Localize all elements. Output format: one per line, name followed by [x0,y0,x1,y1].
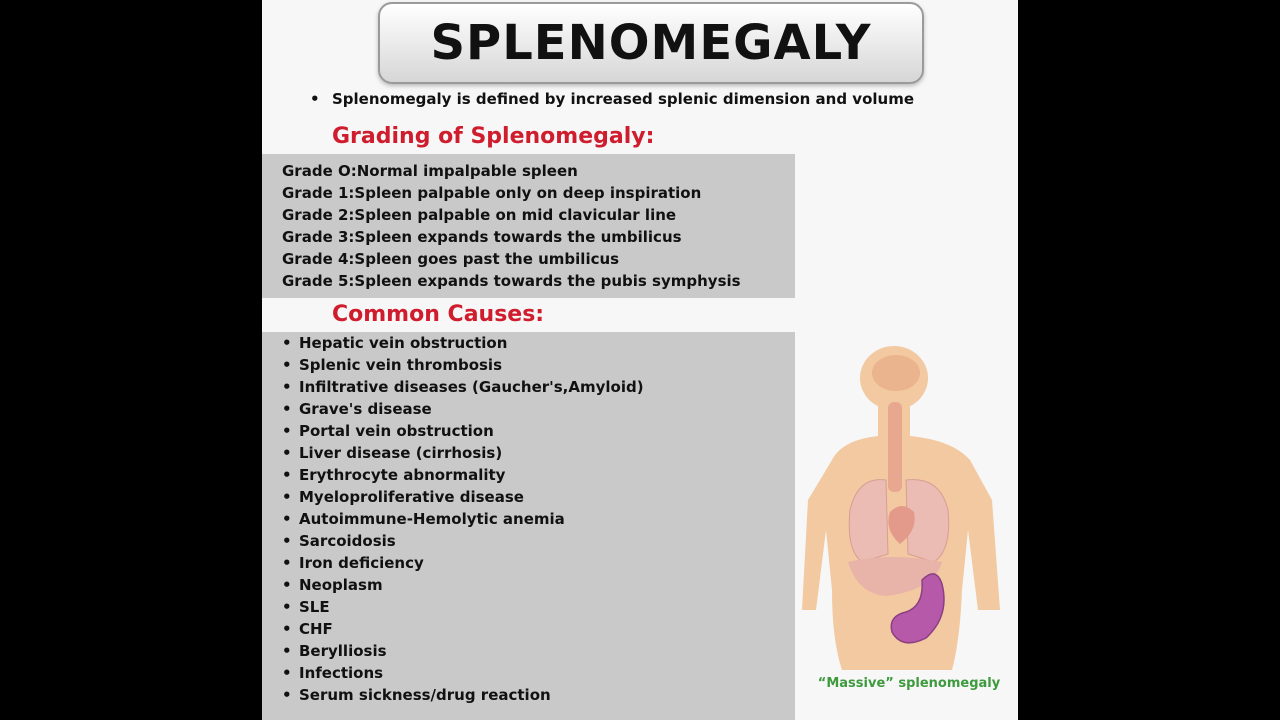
bullet-icon: • [282,642,292,660]
grade-item: Grade 3:Spleen expands towards the umbilicus [282,228,682,246]
cause-list [282,332,644,706]
cause-item: • Serum sickness/drug reaction [282,686,551,704]
bullet-icon: • [282,400,292,418]
torso-anatomy-illustration [802,340,1012,680]
cause-item: • Infections [282,664,384,682]
cause-item: • Neoplasm [282,576,383,594]
bullet-icon: • [310,90,320,108]
grade-item: Grade 5:Spleen expands towards the pubis symphysis [282,272,741,290]
bullet-icon: • [282,488,292,506]
bullet-icon: • [282,510,292,528]
cause-item: • Sarcoidosis [282,532,396,550]
bullet-icon: • [282,686,292,704]
causes-heading: Common Causes: [332,302,545,327]
cause-item: • Iron deficiency [282,554,424,572]
grade-item: Grade 4:Spleen goes past the umbilicus [282,250,620,268]
figure-caption: “Massive” splenomegaly [817,676,1001,691]
cause-item: • Splenic vein thrombosis [282,356,503,374]
bullet-icon: • [282,598,292,616]
bullet-icon: • [282,444,292,462]
bullet-icon: • [282,620,292,638]
grade-list [282,160,741,292]
cause-item: • Hepatic vein obstruction [282,334,508,352]
bullet-icon: • [282,334,292,352]
trachea-shape [888,402,902,492]
brain-shape [872,355,920,391]
bullet-icon: • [282,664,292,682]
cause-item: • Grave's disease [282,400,432,418]
cause-item: • Infiltrative diseases (Gaucher's,Amyloid) [282,378,644,396]
bullet-icon: • [282,378,292,396]
cause-item: • Beryllіosis [282,642,387,660]
cause-item: • SLE [282,598,330,616]
cause-item: • Myeloproliferative disease [282,488,524,506]
cause-item: • CHF [282,620,333,638]
cause-item: • Liver disease (cirrhosis) [282,444,503,462]
page-title: SPLENOMEGALY [430,15,872,71]
definition-text: Splenomegaly is defined by increased splenic dimension and volume [332,90,914,108]
grade-item: Grade O:Normal impalpable spleen [282,162,578,180]
cause-item: • Autoimmune-Hemolytic anemia [282,510,565,528]
definition-line [310,90,1010,108]
cause-item: • Erythrocyte abnormality [282,466,506,484]
bullet-icon: • [282,356,292,374]
title-banner [378,2,924,84]
infographic-page [262,0,1018,720]
bullet-icon: • [282,466,292,484]
bullet-icon: • [282,554,292,572]
grade-item: Grade 2:Spleen palpable on mid clavicular line [282,206,677,224]
grade-item: Grade 1:Spleen palpable only on deep inspiration [282,184,702,202]
bullet-icon: • [282,532,292,550]
bullet-icon: • [282,422,292,440]
cause-item: • Portal vein obstruction [282,422,494,440]
grading-heading: Grading of Splenomegaly: [332,124,655,149]
bullet-icon: • [282,576,292,594]
